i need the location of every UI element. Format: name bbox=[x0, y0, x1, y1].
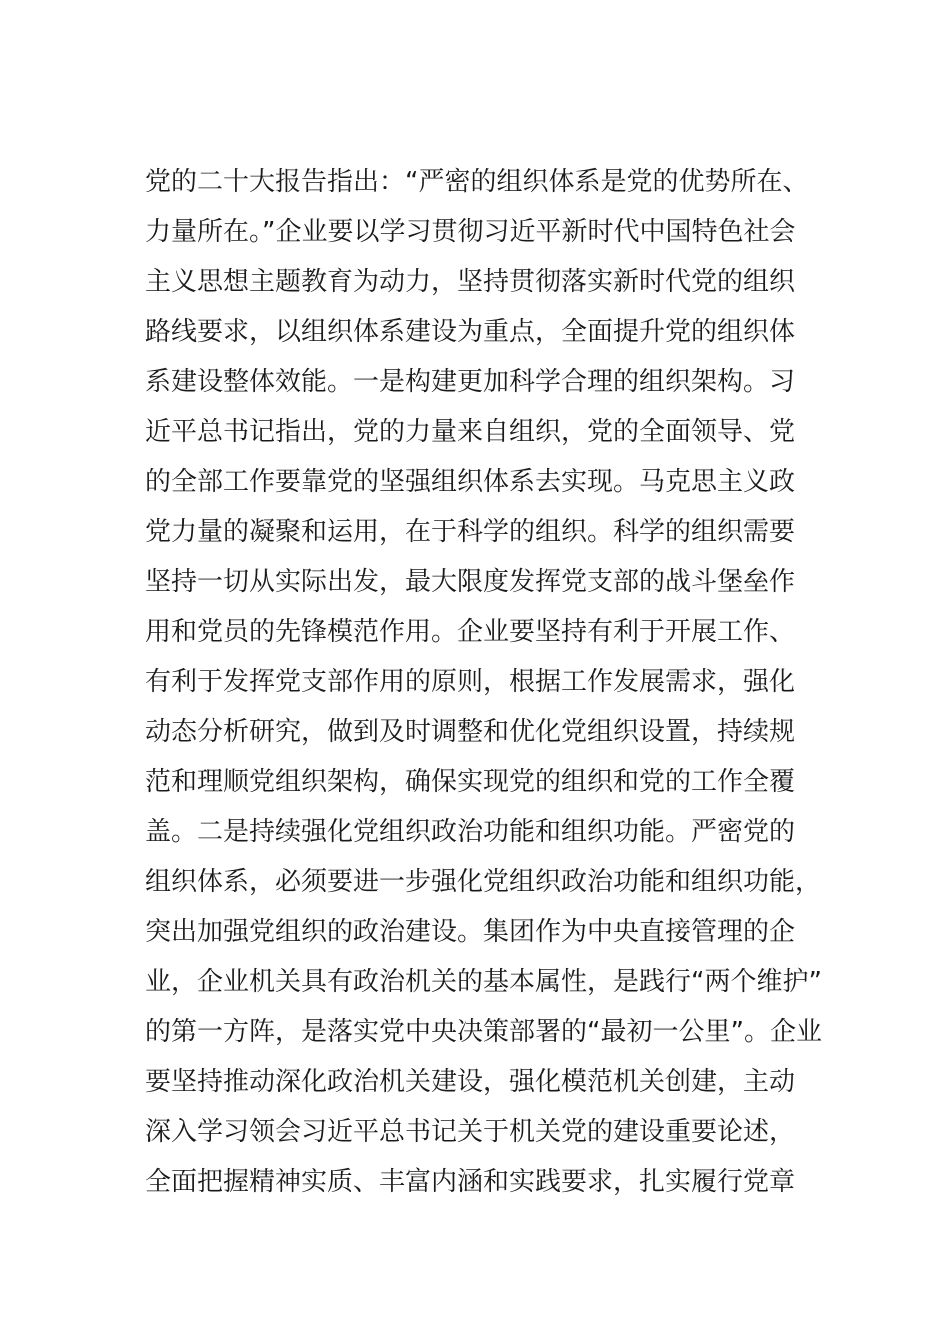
text-line-3: 主义思想主题教育为动力，坚持贯彻落实新时代党的组织 bbox=[145, 267, 796, 297]
text-line-4: 路线要求，以组织体系建设为重点，全面提升党的组织体 bbox=[145, 317, 796, 347]
text-line-19: 要坚持推动深化政治机关建设，强化模范机关创建，主动 bbox=[145, 1067, 796, 1097]
text-line-5: 系建设整体效能。一是构建更加科学合理的组织架构。习 bbox=[145, 367, 796, 397]
text-line-21: 全面把握精神实质、丰富内涵和实践要求，扎实履行党章 bbox=[145, 1167, 796, 1197]
text-line-1: 党的二十大报告指出：“严密的组织体系是党的优势所在、 bbox=[145, 167, 809, 197]
body-paragraph bbox=[145, 157, 825, 1207]
text-line-2: 力量所在。”企业要以学习贯彻习近平新时代中国特色社会 bbox=[145, 217, 796, 247]
text-line-9: 坚持一切从实际出发，最大限度发挥党支部的战斗堡垒作 bbox=[145, 567, 796, 597]
text-line-15: 组织体系，必须要进一步强化党组织政治功能和组织功能， bbox=[145, 867, 822, 897]
text-line-11: 有利于发挥党支部作用的原则，根据工作发展需求，强化 bbox=[145, 667, 796, 697]
text-line-13: 范和理顺党组织架构，确保实现党的组织和党的工作全覆 bbox=[145, 767, 796, 797]
text-line-17: 业，企业机关具有政治机关的基本属性，是践行“两个维护” bbox=[145, 967, 822, 997]
text-line-10: 用和党员的先锋模范作用。企业要坚持有利于开展工作、 bbox=[145, 617, 796, 647]
text-line-12: 动态分析研究，做到及时调整和优化党组织设置，持续规 bbox=[145, 717, 796, 747]
text-line-7: 的全部工作要靠党的坚强组织体系去实现。马克思主义政 bbox=[145, 467, 796, 497]
text-line-8: 党力量的凝聚和运用，在于科学的组织。科学的组织需要 bbox=[145, 517, 796, 547]
text-line-14: 盖。二是持续强化党组织政治功能和组织功能。严密党的 bbox=[145, 817, 796, 847]
text-line-6: 近平总书记指出，党的力量来自组织，党的全面领导、党 bbox=[145, 417, 796, 447]
text-line-16: 突出加强党组织的政治建设。集团作为中央直接管理的企 bbox=[145, 917, 796, 947]
text-line-18: 的第一方阵，是落实党中央决策部署的“最初一公里”。企业 bbox=[145, 1017, 822, 1047]
text-line-20: 深入学习领会习近平总书记关于机关党的建设重要论述， bbox=[145, 1117, 796, 1147]
